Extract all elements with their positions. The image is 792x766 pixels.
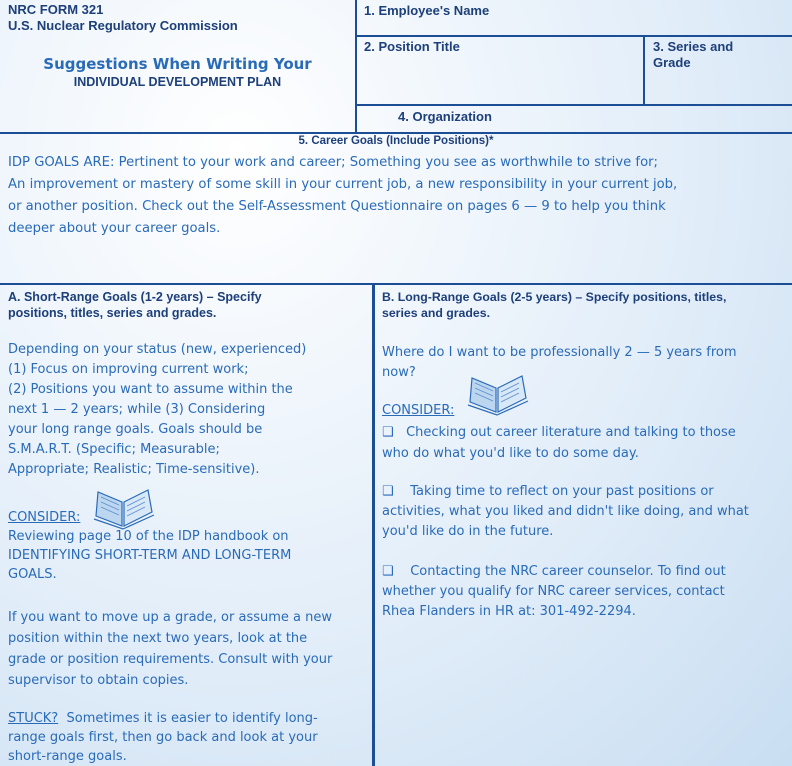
position-title-field[interactable]: 2. Position Title — [364, 39, 460, 54]
consider-line: IDENTIFYING SHORT-TERM AND LONG-TERM — [8, 548, 292, 563]
consider-label: CONSIDER: — [8, 510, 81, 525]
stuck-line: Sometimes it is easier to identify long- — [66, 711, 318, 726]
short-range-body — [8, 340, 306, 480]
long-range-intro-line: Where do I want to be professionally 2 — 5 years from — [382, 345, 737, 360]
career-goals-line: An improvement or mastery of some skill in your current job, a new responsibility in your current job, — [8, 177, 678, 192]
long-range-intro-line: now? — [382, 365, 416, 380]
short-range-line: (2) Positions you want to assume within the — [8, 382, 293, 397]
career-goals-line: deeper about your career goals. — [8, 221, 221, 236]
long-range-item — [382, 562, 726, 622]
agency-name: U.S. Nuclear Regulatory Commission — [8, 18, 238, 33]
long-range-item-line: Contacting the NRC career counselor. To find out — [410, 564, 726, 579]
series-grade-field[interactable]: 3. Series and — [653, 39, 734, 54]
short-range-line: Depending on your status (new, experienced) — [8, 342, 307, 357]
divider-goals-top — [0, 283, 792, 285]
grade-line: grade or position requirements. Consult with your — [8, 652, 333, 667]
long-range-item-line: activities, what you liked and didn't like doing, and what — [382, 504, 749, 519]
open-book-icon — [466, 372, 530, 416]
short-range-stuck — [8, 709, 318, 766]
career-goals-text — [8, 152, 677, 240]
long-range-consider — [382, 403, 454, 418]
short-range-line: (1) Focus on improving current work; — [8, 362, 249, 377]
open-book-icon — [92, 486, 156, 530]
divider-name-row — [355, 35, 792, 37]
employee-name-field[interactable]: 1. Employee's Name — [364, 3, 490, 18]
form-number: NRC FORM 321 — [8, 2, 104, 17]
divider-career-goals-top — [0, 132, 792, 134]
checkbox-icon: ❑ — [382, 425, 394, 440]
form-title: Suggestions When Writing Your — [43, 55, 312, 73]
consider-line: Reviewing page 10 of the IDP handbook on — [8, 529, 289, 544]
career-goals-line: or another position. Check out the Self-Assessment Questionnaire on pages 6 — 9 to help you think — [8, 199, 666, 214]
divider-org-row — [355, 104, 792, 106]
long-range-header-line: series and grades. — [382, 306, 490, 320]
long-range-intro — [382, 343, 737, 383]
long-range-item-line: who do what you'd like to do some day. — [382, 446, 639, 461]
short-range-grade-text — [8, 607, 332, 691]
grade-line: supervisor to obtain copies. — [8, 673, 189, 688]
short-range-line: S.M.A.R.T. (Specific; Measurable; — [8, 442, 220, 457]
career-goals-header: 5. Career Goals (Include Positions)* — [298, 135, 494, 147]
long-range-header-line: B. Long-Range Goals (2-5 years) – Specify positions, titles, — [382, 290, 727, 304]
short-range-header-line: A. Short-Range Goals (1-2 years) – Specify — [8, 290, 262, 304]
long-range-item — [382, 482, 749, 542]
consider-line: GOALS. — [8, 567, 57, 582]
short-range-header-line: positions, titles, series and grades. — [8, 306, 217, 320]
stuck-line: range goals first, then go back and look at your — [8, 730, 318, 745]
organization-field[interactable]: 4. Organization — [398, 109, 492, 124]
divider-series-vertical — [643, 35, 645, 105]
stuck-line: short-range goals. — [8, 749, 127, 764]
long-range-item — [382, 422, 736, 464]
long-range-item-line: Rhea Flanders in HR at: 301-492-2294. — [382, 604, 636, 619]
career-goals-line: IDP GOALS ARE: Pertinent to your work and career; Something you see as worthwhile to strive for; — [8, 155, 659, 170]
checkbox-icon: ❑ — [382, 564, 394, 579]
stuck-label: STUCK? — [8, 711, 59, 726]
form-subtitle: INDIVIDUAL DEVELOPMENT PLAN — [73, 75, 282, 89]
long-range-header — [382, 289, 726, 321]
short-range-line: next 1 — 2 years; while (3) Considering — [8, 402, 266, 417]
short-range-line: Appropriate; Realistic; Time-sensitive). — [8, 462, 260, 477]
long-range-item-line: you'd like do in the future. — [382, 524, 554, 539]
long-range-item-line: whether you qualify for NRC career services, contact — [382, 584, 725, 599]
grade-line: If you want to move up a grade, or assume a new — [8, 610, 332, 625]
short-range-header — [8, 289, 262, 321]
checkbox-icon: ❑ — [382, 484, 394, 499]
long-range-item-line: Checking out career literature and talking to those — [406, 425, 736, 440]
short-range-line: your long range goals. Goals should be — [8, 422, 263, 437]
long-range-item-line: Taking time to reflect on your past positions or — [410, 484, 714, 499]
grade-line: position within the next two years, look at the — [8, 631, 308, 646]
divider-header-vertical — [355, 0, 357, 133]
divider-goals-vertical — [372, 283, 375, 766]
series-grade-field-line2: Grade — [653, 55, 691, 70]
consider-label: CONSIDER: — [382, 403, 455, 418]
